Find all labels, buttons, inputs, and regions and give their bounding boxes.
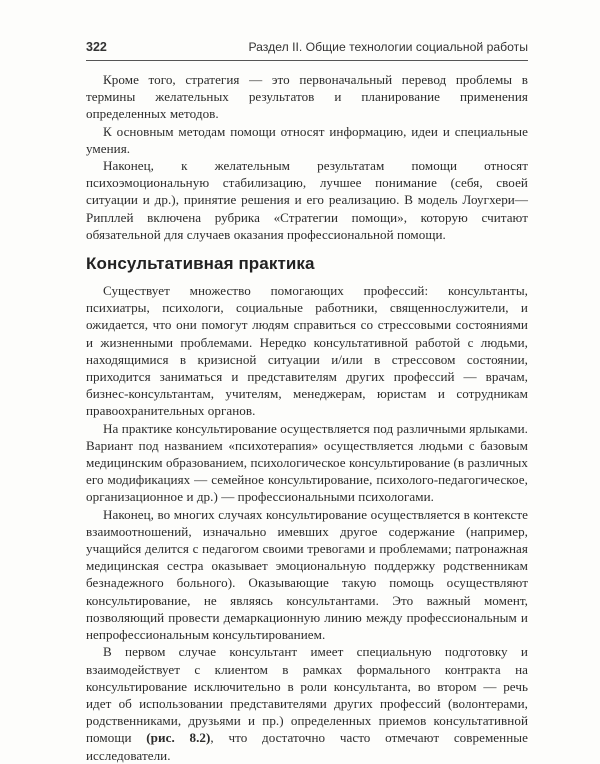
paragraph: Кроме того, стратегия — это первоначальный перевод проблемы в термины желательных результатов и планирование применения определенных методов.	[86, 72, 528, 122]
paragraph-text: , что достаточно часто отмечают современные исследователи.	[86, 730, 528, 763]
paragraph: Существует множество помогающих профессий: консультанты, психиатры, психологи, социальные работники, священнослужители, и ожидается, что они помогут людям справиться со стрессовыми состояниями и жизненными проблемами. Нередко консультативной работой с людьми, находящимися в кризисной ситуации и/или в стрессовом состоянии, приходится заниматься и представителям других профессий — врачам, бизнес-консультантам, учителям, менеджерам, юристам и сотрудникам правоохранительных органов.	[86, 283, 528, 419]
paragraph-text: В первом случае консультант имеет специальную подготовку и взаимодействует с клиентом в рамках формального контракта на консультирование исключительно в роли консультанта, во втором — речь идет об использовании представителями других профессий (волонтерами, родственниками, друзьями и пр.) определенных приемов консультативной помощи	[86, 644, 528, 746]
paragraph: На практике консультирование осуществляется под различными ярлыками. Вариант под названием «психотерапия» осуществляется людьми с базовым медицинским образованием, психологическое консультирование (в различных его модификациях — семейное консультирование, психолого-педагогическое, организационное и др.) — профессиональными психологами.	[86, 420, 528, 505]
running-title: Раздел II. Общие технологии социальной работы	[248, 40, 528, 54]
paragraph: К основным методам помощи относят информацию, идеи и специальные умения.	[86, 123, 528, 156]
page-number: 322	[86, 40, 107, 54]
paragraph: Наконец, во многих случаях консультирование осуществляется в контексте взаимоотношений, изначально имевших другое содержание (например, учащийся делится с педагогом своими тревогами и проблемами; патронажная медицинская сестра оказывает эмоциональную поддержку родственникам безнадежного больного). Оказывающие такую помощь осуществляют консультирование, не являясь консультантами. Это важный момент, позволяющий провести демаркационную линию между профессиональным и непрофессиональным консультированием.	[86, 506, 528, 643]
paragraph: Наконец, к желательным результатам помощи относят психоэмоциональную стабилизацию, лучшее понимание (себя, своей ситуации и др.), принятие решения и его реализацию. В модель Лоугхери—Рипллей включена рубрика «Стратегии помощи», которую считают обязательной для случаев оказания профессиональной помощи.	[86, 158, 528, 242]
section-heading: Консультативная практика	[86, 254, 315, 274]
header-rule	[86, 60, 528, 61]
figure-reference[interactable]: (рис. 8.2)	[146, 730, 211, 746]
paragraph	[86, 643, 528, 763]
page-body	[86, 71, 528, 764]
running-header	[86, 40, 528, 60]
